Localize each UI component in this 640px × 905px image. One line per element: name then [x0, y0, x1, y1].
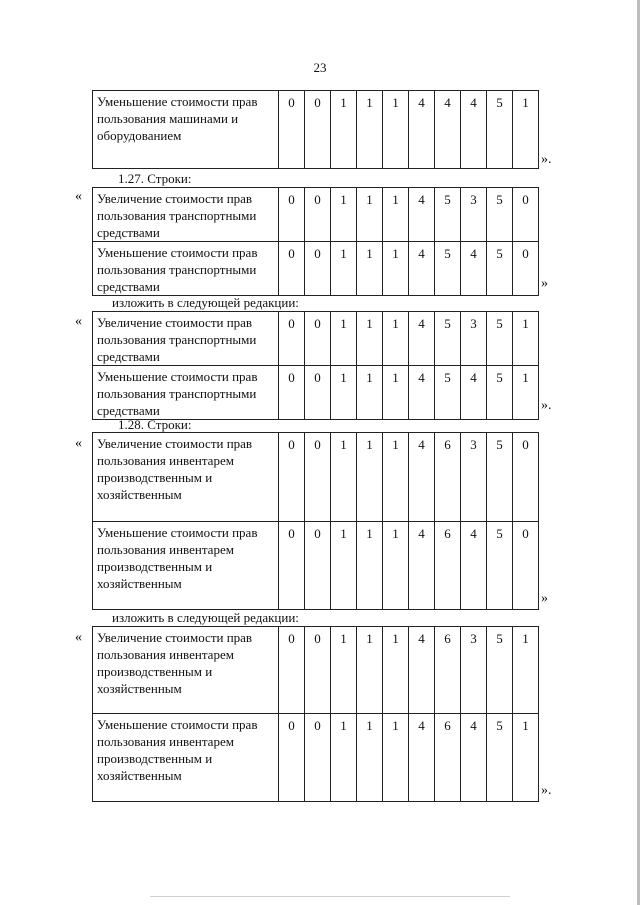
- code-digit: 1: [383, 433, 409, 522]
- code-digit: 1: [513, 714, 539, 802]
- code-digit: 0: [513, 242, 539, 296]
- opening-quote: «: [75, 189, 82, 204]
- code-digit: 1: [383, 522, 409, 610]
- code-digit: 5: [487, 91, 513, 169]
- code-table: [92, 90, 539, 169]
- code-digit: 5: [487, 188, 513, 242]
- code-digit: 4: [435, 91, 461, 169]
- code-digit: 5: [487, 522, 513, 610]
- code-digit: 4: [461, 366, 487, 420]
- closing-quote: »: [541, 276, 548, 291]
- code-digit: 0: [279, 366, 305, 420]
- closing-quote: ».: [541, 398, 552, 413]
- code-digit: 0: [305, 312, 331, 366]
- code-digit: 1: [357, 91, 383, 169]
- code-digit: 1: [331, 433, 357, 522]
- code-digit: 1: [513, 627, 539, 714]
- row-description: Уменьшение стоимости прав пользования транспортными средствами: [93, 242, 279, 296]
- code-digit: 6: [435, 522, 461, 610]
- code-digit: 1: [331, 366, 357, 420]
- section-heading: 1.28. Строки:: [118, 417, 192, 432]
- code-digit: 0: [305, 91, 331, 169]
- closing-quote: »: [541, 591, 548, 606]
- code-digit: 1: [331, 188, 357, 242]
- code-digit: 1: [331, 714, 357, 802]
- code-digit: 1: [357, 714, 383, 802]
- closing-quote: ».: [541, 783, 552, 798]
- section-heading: изложить в следующей редакции:: [112, 295, 299, 310]
- code-digit: 0: [305, 714, 331, 802]
- code-digit: 3: [461, 433, 487, 522]
- table-row: [93, 433, 539, 522]
- code-digit: 1: [513, 366, 539, 420]
- code-digit: 0: [279, 242, 305, 296]
- code-table: [92, 432, 539, 610]
- code-digit: 4: [409, 714, 435, 802]
- row-description: Уменьшение стоимости прав пользования машинами и оборудованием: [93, 91, 279, 169]
- code-digit: 5: [435, 242, 461, 296]
- row-description: Увеличение стоимости прав пользования инвентарем производственным и хозяйственным: [93, 627, 279, 714]
- code-digit: 1: [383, 242, 409, 296]
- code-digit: 0: [279, 188, 305, 242]
- row-description: Уменьшение стоимости прав пользования инвентарем производственным и хозяйственным: [93, 522, 279, 610]
- table-row: [93, 522, 539, 610]
- code-digit: 5: [487, 366, 513, 420]
- code-digit: 5: [487, 242, 513, 296]
- code-digit: 5: [487, 433, 513, 522]
- code-digit: 1: [331, 242, 357, 296]
- code-digit: 1: [357, 366, 383, 420]
- code-digit: 6: [435, 714, 461, 802]
- code-digit: 5: [435, 366, 461, 420]
- code-digit: 1: [331, 522, 357, 610]
- code-digit: 1: [513, 91, 539, 169]
- table-row: [93, 188, 539, 242]
- code-digit: 4: [409, 242, 435, 296]
- code-digit: 4: [461, 91, 487, 169]
- code-digit: 1: [383, 714, 409, 802]
- code-digit: 4: [461, 522, 487, 610]
- table-row: [93, 91, 539, 169]
- row-description: Уменьшение стоимости прав пользования инвентарем производственным и хозяйственным: [93, 714, 279, 802]
- code-digit: 0: [513, 188, 539, 242]
- opening-quote: «: [75, 630, 82, 645]
- table-row: [93, 366, 539, 420]
- row-description: Увеличение стоимости прав пользования транспортными средствами: [93, 312, 279, 366]
- code-digit: 0: [305, 242, 331, 296]
- code-digit: 0: [279, 312, 305, 366]
- table-row: [93, 627, 539, 714]
- code-digit: 0: [305, 522, 331, 610]
- code-digit: 4: [409, 366, 435, 420]
- code-digit: 1: [383, 91, 409, 169]
- code-digit: 3: [461, 627, 487, 714]
- code-table: [92, 311, 539, 420]
- code-digit: 1: [513, 312, 539, 366]
- code-digit: 0: [305, 188, 331, 242]
- opening-quote: «: [75, 314, 82, 329]
- code-digit: 4: [409, 522, 435, 610]
- row-description: Увеличение стоимости прав пользования транспортными средствами: [93, 188, 279, 242]
- code-digit: 6: [435, 433, 461, 522]
- code-digit: 5: [487, 627, 513, 714]
- code-digit: 0: [279, 714, 305, 802]
- row-description: Увеличение стоимости прав пользования инвентарем производственным и хозяйственным: [93, 433, 279, 522]
- code-digit: 0: [279, 627, 305, 714]
- code-digit: 1: [357, 242, 383, 296]
- code-digit: 5: [487, 714, 513, 802]
- code-digit: 4: [409, 627, 435, 714]
- code-digit: 6: [435, 627, 461, 714]
- code-digit: 4: [409, 91, 435, 169]
- table-row: [93, 242, 539, 296]
- code-digit: 1: [357, 188, 383, 242]
- table-row: [93, 312, 539, 366]
- code-digit: 1: [331, 627, 357, 714]
- code-digit: 4: [461, 242, 487, 296]
- code-digit: 1: [331, 312, 357, 366]
- code-table: [92, 187, 539, 296]
- code-digit: 1: [357, 433, 383, 522]
- code-digit: 4: [409, 188, 435, 242]
- code-digit: 1: [383, 366, 409, 420]
- code-digit: 0: [279, 91, 305, 169]
- code-digit: 3: [461, 312, 487, 366]
- closing-quote: ».: [541, 152, 552, 167]
- code-digit: 1: [357, 522, 383, 610]
- scan-artifact-line: [150, 896, 510, 897]
- code-digit: 0: [305, 366, 331, 420]
- opening-quote: «: [75, 436, 82, 451]
- code-digit: 1: [383, 188, 409, 242]
- code-digit: 0: [305, 627, 331, 714]
- code-digit: 3: [461, 188, 487, 242]
- code-digit: 1: [383, 312, 409, 366]
- code-digit: 5: [487, 312, 513, 366]
- code-digit: 0: [513, 433, 539, 522]
- section-heading: изложить в следующей редакции:: [112, 610, 299, 625]
- code-digit: 4: [409, 433, 435, 522]
- row-description: Уменьшение стоимости прав пользования транспортными средствами: [93, 366, 279, 420]
- code-digit: 1: [331, 91, 357, 169]
- code-digit: 5: [435, 188, 461, 242]
- section-heading: 1.27. Строки:: [118, 171, 192, 186]
- code-digit: 0: [279, 522, 305, 610]
- code-digit: 1: [357, 627, 383, 714]
- code-digit: 0: [513, 522, 539, 610]
- code-digit: 0: [279, 433, 305, 522]
- code-digit: 1: [357, 312, 383, 366]
- table-row: [93, 714, 539, 802]
- code-digit: 4: [461, 714, 487, 802]
- code-table: [92, 626, 539, 802]
- code-digit: 4: [409, 312, 435, 366]
- code-digit: 1: [383, 627, 409, 714]
- code-digit: 5: [435, 312, 461, 366]
- code-digit: 0: [305, 433, 331, 522]
- page-number: 23: [313, 60, 327, 75]
